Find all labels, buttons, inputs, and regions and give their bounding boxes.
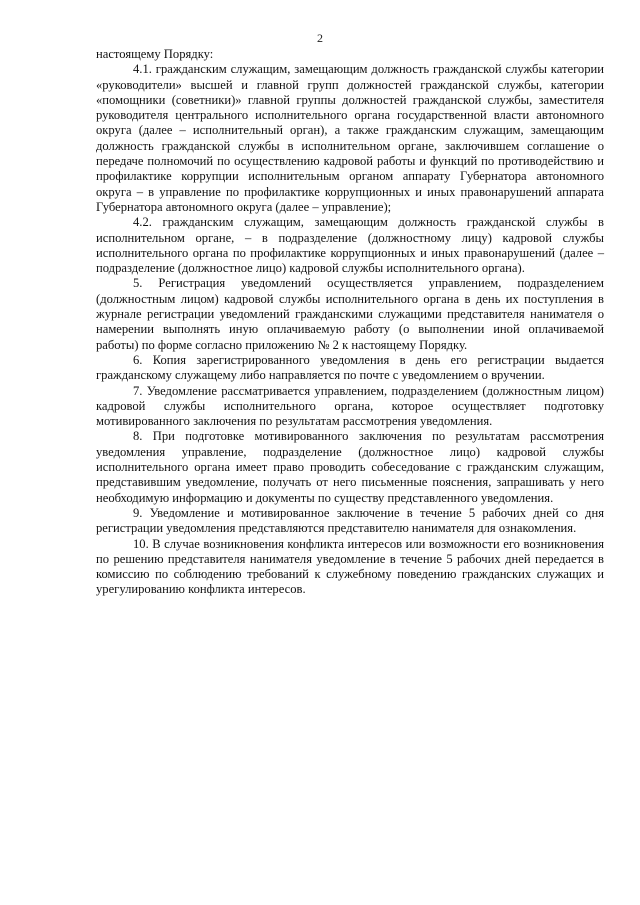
paragraph-4-2: 4.2. гражданским служащим, замещающим должность гражданской службы в исполнительном органе, – в подразделение (должностному лицу) кадровой службы исполнительного органа по профилактике коррупционных и иных правонарушений (далее – подразделение (должностное лицо) кадровой службы исполнительного органа).: [96, 215, 604, 276]
paragraph-5: 5. Регистрация уведомлений осуществляется управлением, подразделением (должностным лицом) кадровой службы исполнительного органа в день их поступления в журнале регистрации уведомлений гражданскими служащими представителя нанимателя о намерении выполнять иную оплачиваемую работу (о выполнении иной оплачиваемой работы) по форме согласно приложению № 2 к настоящему Порядку.: [96, 276, 604, 352]
paragraph-continuation: настоящему Порядку:: [96, 47, 214, 61]
paragraph-4-1: 4.1. гражданским служащим, замещающим должность гражданской службы категории «руководители» высшей и главной групп должностей гражданской службы, категории «помощники (советники)» главной группы должностей гражданской службы, заместителя руководителя центрального исполнительного органа государственной власти автономного округа (далее – исполнительный орган), а также гражданским служащим, замещающим должность гражданской службы в исполнительном органе, заключившем соглашение о передаче полномочий по осуществлению кадровой работы и функций по противодействию и профилактике коррупции исполнительным органом аппарату Губернатора автономного округа – в управление по профилактике коррупционных и иных правонарушений аппарата Губернатора автономного округа (далее – управление);: [96, 62, 604, 214]
page-number: 2: [317, 31, 323, 45]
paragraph-10: 10. В случае возникновения конфликта интересов или возможности его возникновения по решению представителя нанимателя уведомление в течение 5 рабочих дней передается в комиссию по соблюдению требований к служебному поведению гражданских служащих и урегулированию конфликта интересов.: [96, 536, 604, 597]
paragraph-7: 7. Уведомление рассматривается управлением, подразделением (должностным лицом) кадровой службы исполнительного органа, которое осуществляет подготовку мотивированного заключения по результатам рассмотрения уведомления.: [96, 383, 604, 429]
document-body: [96, 47, 604, 598]
paragraph-9: 9. Уведомление и мотивированное заключение в течение 5 рабочих дней со дня регистрации уведомления представляются представителю нанимателя для ознакомления.: [96, 505, 604, 536]
paragraph-6: 6. Копия зарегистрированного уведомления в день его регистрации выдается гражданскому служащему либо направляется по почте с уведомлением о вручении.: [96, 352, 604, 383]
paragraph-8: 8. При подготовке мотивированного заключения по результатам рассмотрения уведомления управление, подразделение (должностное лицо) кадровой службы исполнительного органа имеет право проводить собеседование с гражданским служащим, представившим уведомление, получать от него письменные пояснения, запрашивать у него необходимую информацию и документы по существу представленного уведомления.: [96, 429, 604, 505]
